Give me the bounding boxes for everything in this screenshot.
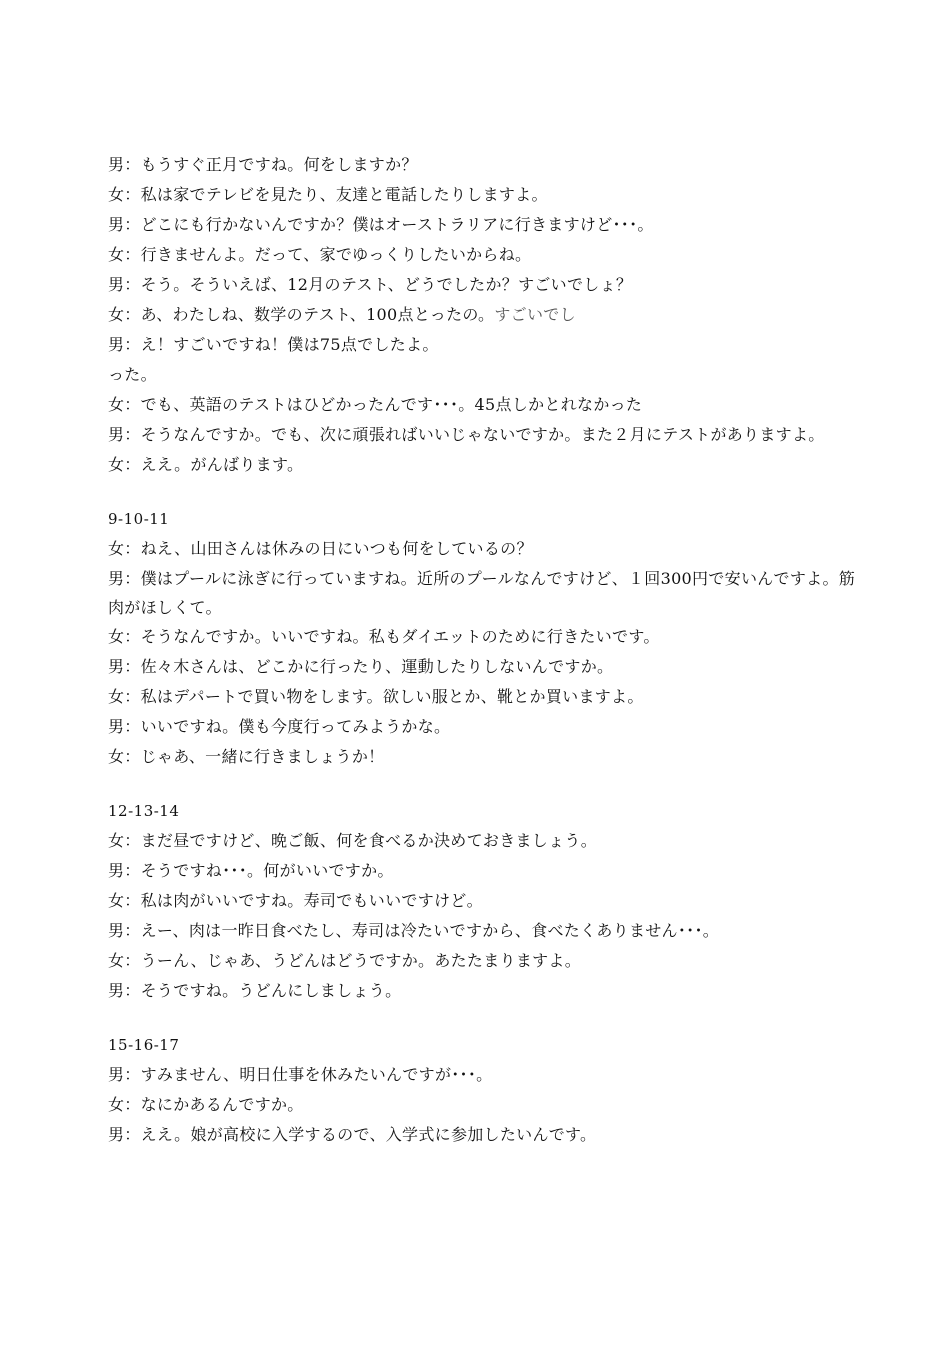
- dialogue-section-4: [108, 1030, 868, 1150]
- dialogue-line: 男：いいですね。僕も今度行ってみようかな。: [108, 717, 451, 736]
- section-heading: 12-13-14: [108, 802, 180, 820]
- dialogue-line: った。: [108, 365, 157, 384]
- section-spacer: [108, 772, 868, 796]
- dialogue-line: 男：僕はプールに泳ぎに行っていますね。近所のプールなんですけど、１回300円で安いんですよ。筋肉がほしくて。: [108, 569, 856, 617]
- dialogue-line: 女：私はデパートで買い物をします。欲しい服とか、靴とか買いますよ。: [108, 687, 644, 706]
- dialogue-line: 男：すみません、明日仕事を休みたいんですが･･･。: [108, 1065, 493, 1084]
- dialogue-section-1: [108, 150, 868, 480]
- dialogue-line: 女：ええ。がんばります。: [108, 455, 304, 474]
- dialogue-line: 男：そうですね。うどんにしましょう。: [108, 981, 402, 1000]
- dialogue-line: 女：まだ昼ですけど、晩ご飯、何を食べるか決めておきましょう。: [108, 831, 598, 850]
- dialogue-line: 女：なにかあるんですか。: [108, 1095, 304, 1114]
- dialogue-line: 女：私は家でテレビを見たり、友達と電話したりしますよ。: [108, 185, 548, 204]
- dialogue-section-3: [108, 796, 868, 1006]
- dialogue-line: 男：もうすぐ正月ですね。何をしますか？: [108, 155, 418, 174]
- dialogue-line: 男：どこにも行かないんですか？僕はオーストラリアに行きますけど･･･。: [108, 215, 654, 234]
- dialogue-section-2: [108, 504, 868, 772]
- dialogue-line: 女：でも、英語のテストはひどかったんです･･･。45点しかとれなかった: [108, 395, 643, 414]
- dialogue-text: 女：あ、わたしね、数学のテスト、100点とったの。: [108, 305, 495, 324]
- transcript-page: [108, 150, 868, 1150]
- section-spacer: [108, 1006, 868, 1030]
- dialogue-line: 女：じゃあ、一緒に行きましょうか！: [108, 747, 385, 766]
- section-heading: 9-10-11: [108, 510, 170, 528]
- dialogue-line: 女：うーん、じゃあ、うどんはどうですか。あたたまりますよ。: [108, 951, 582, 970]
- dialogue-line: 男：ええ。娘が高校に入学するので、入学式に参加したいんです。: [108, 1125, 597, 1144]
- section-heading: 15-16-17: [108, 1036, 180, 1054]
- dialogue-line: 男：そう。そういえば、12月のテスト、どうでしたか？すごいでしょ？: [108, 275, 633, 294]
- dialogue-line: 男：え！すごいですね！僕は75点でしたよ。: [108, 335, 439, 354]
- dialogue-line-with-fragment: [108, 300, 868, 330]
- dialogue-line: 男：えー、肉は一昨日食べたし、寿司は冷たいですから、食べたくありません･･･。: [108, 921, 720, 940]
- dialogue-line: 女：ねえ、山田さんは休みの日にいつも何をしているの？: [108, 539, 533, 558]
- dialogue-line: 女：私は肉がいいですね。寿司でもいいですけど。: [108, 891, 483, 910]
- dialogue-line: 男：佐々木さんは、どこかに行ったり、運動したりしないんですか。: [108, 657, 614, 676]
- dialogue-line: 女：そうなんですか。いいですね。私もダイエットのために行きたいです。: [108, 627, 660, 646]
- stray-fragment: すごいでし: [494, 305, 576, 324]
- dialogue-line: 男：そうなんですか。でも、次に頑張ればいいじゃないですか。また２月にテストがありますよ。: [108, 425, 825, 444]
- dialogue-line: 女：行きませんよ。だって、家でゆっくりしたいからね。: [108, 245, 532, 264]
- dialogue-line: 男：そうですね･･･。何がいいですか。: [108, 861, 394, 880]
- section-spacer: [108, 480, 868, 504]
